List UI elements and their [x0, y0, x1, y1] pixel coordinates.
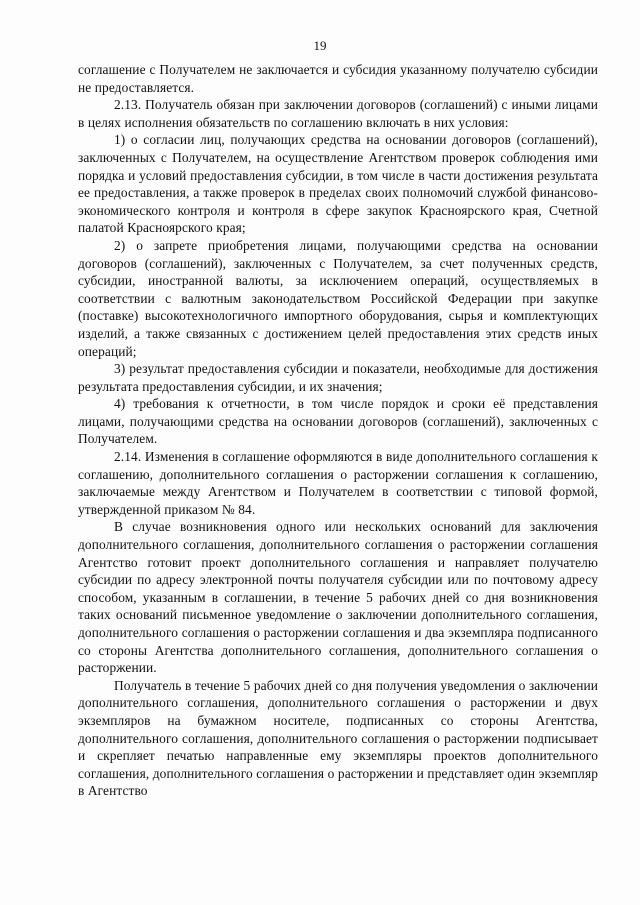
page-number: 19	[313, 38, 327, 53]
paragraph-additional-agreement: В случае возникновения одного или нескольких оснований для заключения дополнительного соглашения, дополнительного соглашения о расторжении соглашения Агентство готовит проект дополнительного соглашения и направляет получателю субсидии по адресу электронной почты получателя субсидии или по почтовому адресу способом, указанным в соглашении, в течение 5 рабочих дней со дня возникновения таких оснований письменное уведомление о заключении дополнительного соглашения, дополнительного соглашения о расторжении соглашения и два экземпляра подписанного со стороны Агентства дополнительного соглашения, дополнительного соглашения о расторжении.	[78, 519, 598, 676]
paragraph-recipient-obligations: Получатель в течение 5 рабочих дней со дня получения уведомления о заключении дополнительного соглашения, дополнительного соглашения о расторжении и двух экземпляров на бумажном носителе, подписанных со стороны Агентства, дополнительного соглашения, дополнительного соглашения о расторжении подписывает и скрепляет печатью направленные ему экземпляры проектов дополнительного соглашения, дополнительного соглашения о расторжении и представляет один экземпляр в Агентство	[78, 677, 598, 799]
paragraph-condition-3: 3) результат предоставления субсидии и показатели, необходимые для достижения результата предоставления субсидии, и их значения;	[78, 361, 598, 394]
paragraph-condition-2: 2) о запрете приобретения лицами, получающими средства на основании договоров (соглашений), заключенных с Получателем, за счет полученных средств, субсидии, иностранной валюты, за исключением операций, осуществляемых в соответствии с валютным законодательством Российской Федерации при закупке (поставке) высокотехнологичного импортного оборудования, сырья и комплектующих изделий, а также связанных с достижением целей предоставления этих средств иных операций;	[78, 237, 598, 359]
paragraph-continuation: соглашение с Получателем не заключается и субсидия указанному получателю субсидии не предоставляется.	[78, 62, 598, 95]
paragraph-condition-4: 4) требования к отчетности, в том числе порядок и сроки её представления лицами, получающими средства на основании договоров (соглашений), заключенных с Получателем.	[78, 396, 598, 447]
paragraph-2-14: 2.14. Изменения в соглашение оформляются в виде дополнительного соглашения к соглашению, дополнительного соглашения о расторжении соглашения к соглашению, заключаемые между Агентством и Получателем в соответствии с типовой формой, утвержденной приказом № 84.	[78, 449, 598, 517]
document-body	[78, 61, 598, 800]
paragraph-2-13: 2.13. Получатель обязан при заключении договоров (соглашений) с иными лицами в целях исполнения обязательств по соглашению включать в них условия:	[78, 97, 598, 130]
paragraph-condition-1: 1) о согласии лиц, получающих средства на основании договоров (соглашений), заключенных с Получателем, на осуществление Агентством проверок соблюдения ими порядка и условий предоставления субсидии, в том числе в части достижения результата ее предоставления, а также проверок в пределах своих полномочий службой финансово-экономического контроля и контроля в сфере закупок Красноярского края, Счетной палатой Красноярского края;	[78, 132, 598, 236]
